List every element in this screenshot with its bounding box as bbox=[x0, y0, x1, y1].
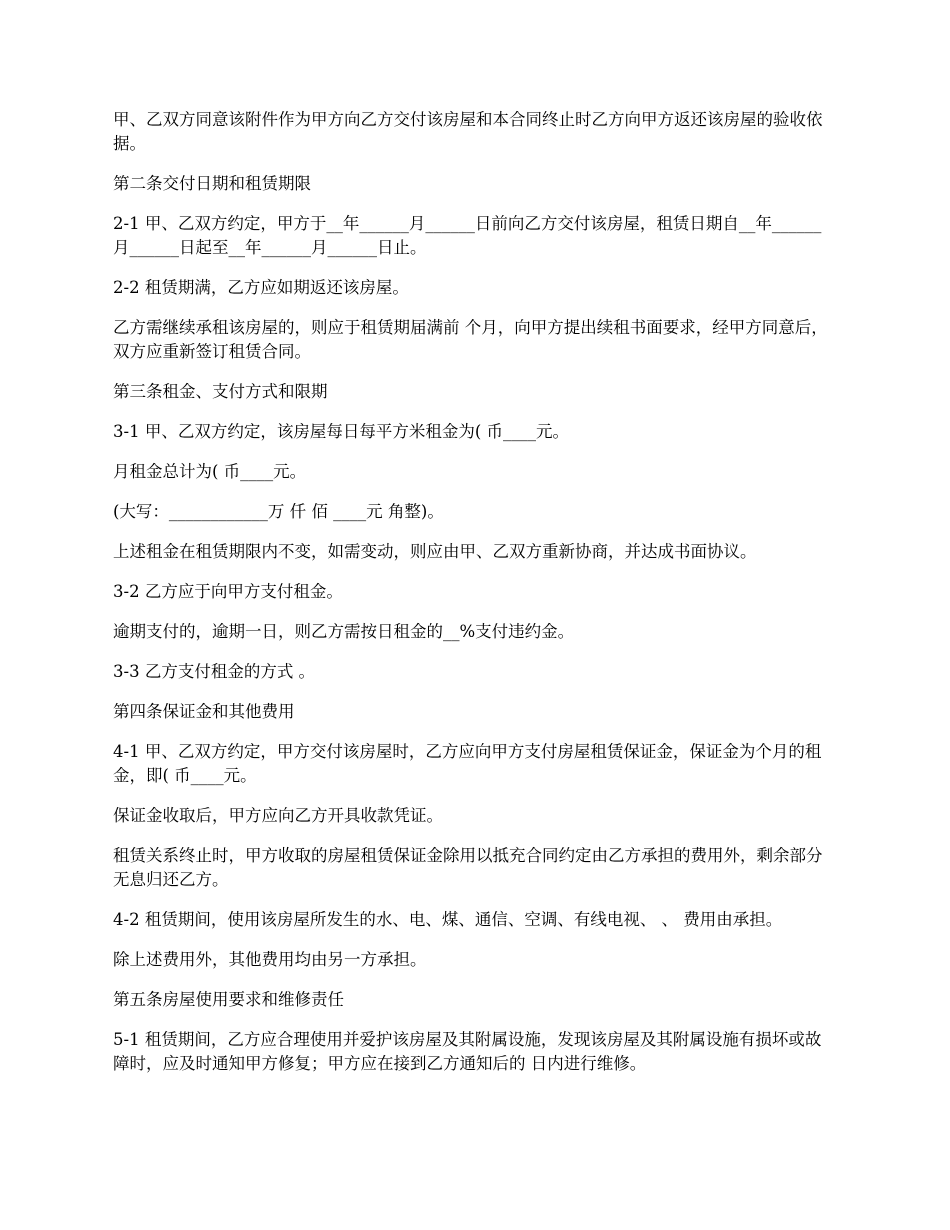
heading-article-5: 第五条房屋使用要求和维修责任 bbox=[113, 990, 344, 1009]
paragraph-3-3: 3-3 乙方支付租金的方式 。 bbox=[113, 662, 316, 681]
heading-article-4: 第四条保证金和其他费用 bbox=[113, 702, 295, 721]
paragraph-deposit-return: 租赁关系终止时，甲方收取的房屋租赁保证金除用以抵充合同约定由乙方承担的费用外，剩余部分无息归还乙方。 bbox=[113, 846, 823, 889]
heading-article-3: 第三条租金、支付方式和限期 bbox=[113, 382, 328, 401]
paragraph-renewal: 乙方需继续承租该房屋的，则应于租赁期届满前 个月，向甲方提出续租书面要求，经甲方同意后，双方应重新签订租赁合同。 bbox=[113, 318, 828, 361]
paragraph-rent-in-words: (大写：____________万 仟 佰 ____元 角整)。 bbox=[113, 502, 444, 521]
paragraph-3-1: 3-1 甲、乙双方约定，该房屋每日每平方米租金为( 币____元。 bbox=[113, 422, 569, 441]
paragraph-4-1: 4-1 甲、乙双方约定，甲方交付该房屋时，乙方应向甲方支付房屋租赁保证金，保证金为个月的租金，即( 币____元。 bbox=[113, 742, 822, 785]
paragraph-deposit-receipt: 保证金收取后，甲方应向乙方开具收款凭证。 bbox=[113, 806, 443, 825]
paragraph-2-2: 2-2 租赁期满，乙方应如期返还该房屋。 bbox=[113, 278, 409, 297]
paragraph-other-fees: 除上述费用外，其他费用均由另一方承担。 bbox=[113, 950, 427, 969]
paragraph-monthly-rent: 月租金总计为( 币____元。 bbox=[113, 462, 307, 481]
paragraph-3-2: 3-2 乙方应于向甲方支付租金。 bbox=[113, 582, 343, 601]
paragraph-rent-unchanged: 上述租金在租赁期限内不变，如需变动，则应由甲、乙双方重新协商，并达成书面协议。 bbox=[113, 542, 757, 561]
heading-article-2: 第二条交付日期和租赁期限 bbox=[113, 174, 311, 193]
paragraph-late-payment: 逾期支付的，逾期一日，则乙方需按日租金的__%支付违约金。 bbox=[113, 622, 575, 641]
paragraph-4-2: 4-2 租赁期间，使用该房屋所发生的水、电、煤、通信、空调、有线电视、 、 费用由承担。 bbox=[113, 910, 783, 929]
paragraph-acceptance-basis: 甲、乙双方同意该附件作为甲方向乙方交付该房屋和本合同终止时乙方向甲方返还该房屋的验收依据。 bbox=[113, 110, 823, 153]
paragraph-2-1: 2-1 甲、乙双方约定，甲方于__年______月______日前向乙方交付该房屋，租赁日期自__年______月______日起至__年______月______日止。 bbox=[113, 214, 822, 257]
document-page bbox=[113, 108, 833, 1092]
paragraph-5-1: 5-1 租赁期间，乙方应合理使用并爱护该房屋及其附属设施，发现该房屋及其附属设施有损坏或故障时，应及时通知甲方修复；甲方应在接到乙方通知后的 日内进行维修。 bbox=[113, 1030, 822, 1073]
